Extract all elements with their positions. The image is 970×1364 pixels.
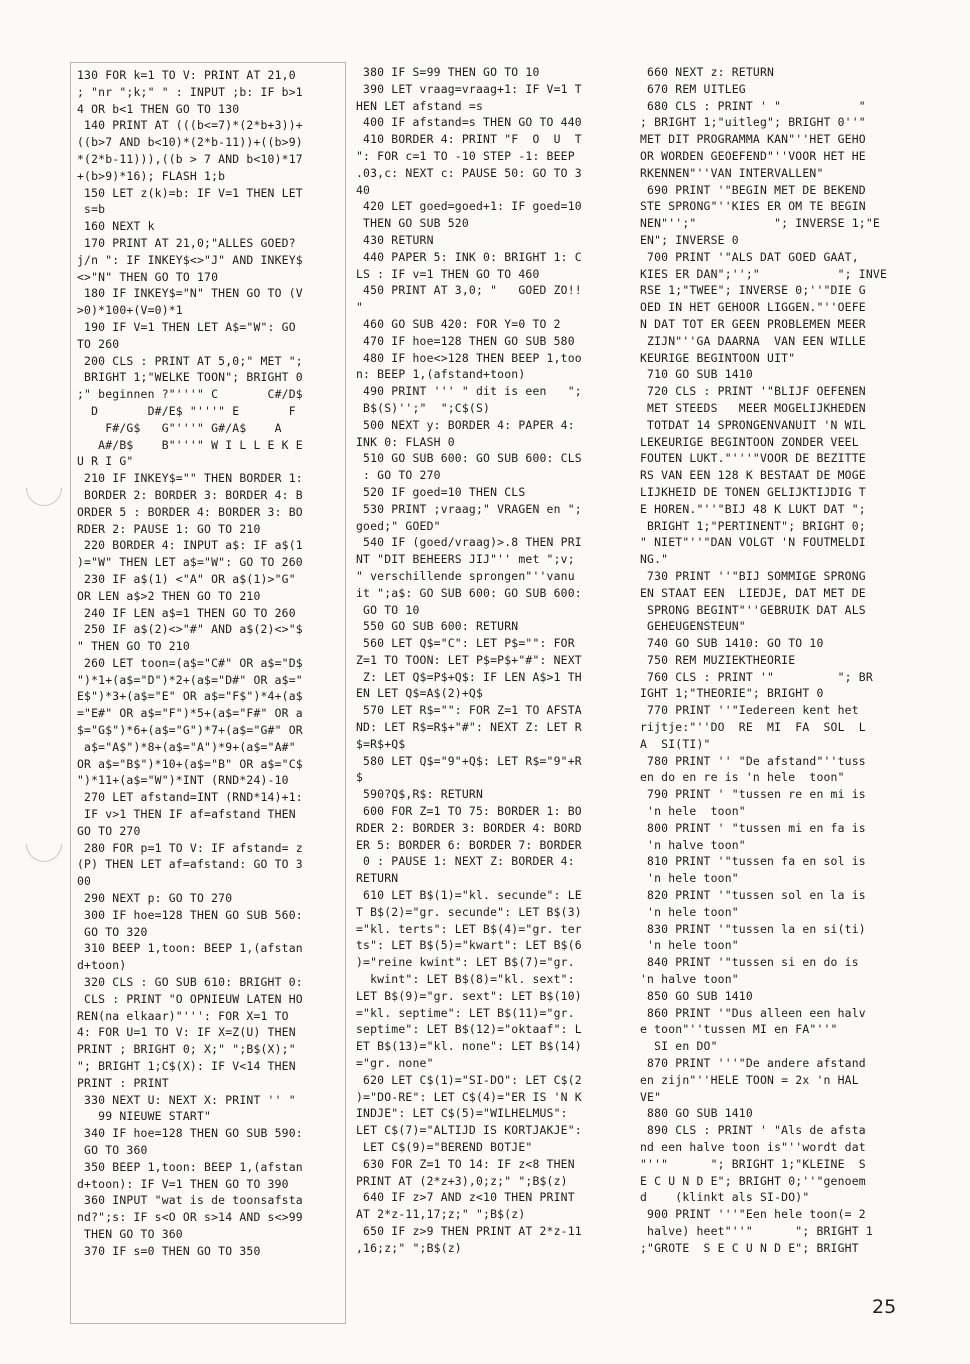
code-line: ET B$(13)="kl. none": LET B$(14) bbox=[356, 1039, 582, 1054]
code-line: 310 BEEP 1,toon: BEEP 1,(afstan bbox=[77, 941, 303, 956]
code-line: rijtje:"''DO RE MI FA SOL L bbox=[640, 720, 866, 735]
code-line: 00 bbox=[77, 874, 92, 889]
code-line: ": FOR c=1 TO -10 STEP -1: BEEP bbox=[356, 148, 575, 163]
code-line: n: BEEP 1,(afstand+toon) bbox=[356, 367, 526, 382]
code-line: SPRONG BEGINT"''GEBRUIK DAT ALS bbox=[640, 602, 866, 617]
code-line: RDER 2: PAUSE 1: GO TO 210 bbox=[77, 521, 261, 536]
code-line: s=b bbox=[77, 202, 106, 217]
code-line: Z: LET Q$=P$+Q$: IF LEN A$>1 TH bbox=[356, 669, 582, 684]
code-line: ; "nr ";k;" " : INPUT ;b: IF b>1 bbox=[77, 84, 303, 99]
code-line: 500 NEXT y: BORDER 4: PAPER 4: bbox=[356, 417, 575, 432]
code-line: 250 IF a$(2)<>"#" AND a$(2)<>"$ bbox=[77, 622, 303, 637]
code-line: 460 GO SUB 420: FOR Y=0 TO 2 bbox=[356, 316, 561, 331]
code-line: en do en re is 'n hele toon" bbox=[640, 770, 845, 785]
code-line: HEN LET afstand =s bbox=[356, 98, 484, 113]
code-line: GEHEUGENSTEUN" bbox=[640, 619, 746, 634]
code-line: 900 PRINT '''"Een hele toon(= 2 bbox=[640, 1207, 866, 1222]
code-line: GO TO 270 bbox=[77, 823, 141, 838]
code-line: B$(S)'';" ";C$(S) bbox=[356, 400, 491, 415]
code-line: 340 IF hoe=128 THEN GO SUB 590: bbox=[77, 1126, 303, 1141]
code-line: <>"N" THEN GO TO 170 bbox=[77, 269, 219, 284]
code-line: $ bbox=[356, 770, 364, 785]
code-line: ((b>7 AND b<10)*(2*b-11))+((b>9) bbox=[77, 135, 303, 150]
code-line: RETURN bbox=[356, 871, 399, 886]
code-line: 99 NIEUWE START" bbox=[77, 1109, 212, 1124]
code-line: N DAT TOT ER GEEN PROBLEMEN MEER bbox=[640, 316, 866, 331]
code-line: d+toon): IF V=1 THEN GO TO 390 bbox=[77, 1176, 289, 1191]
code-line: 690 PRINT '"BEGIN MET DE BEKEND bbox=[640, 182, 866, 197]
code-line: T B$(2)="gr. secunde": LET B$(3) bbox=[356, 904, 582, 919]
code-line: BRIGHT 1;"WELKE TOON"; BRIGHT 0 bbox=[77, 370, 303, 385]
code-line: 430 RETURN bbox=[356, 232, 434, 247]
punch-hole-bottom bbox=[19, 819, 70, 870]
code-line: 680 CLS : PRINT ' " " bbox=[640, 98, 866, 113]
code-line: ="E#" OR a$="F")*5+(a$="F#" OR a bbox=[77, 706, 303, 721]
code-line: 760 CLS : PRINT '" "; BR bbox=[640, 669, 873, 684]
code-line: REN(na elkaar)"''': FOR X=1 TO bbox=[77, 1008, 289, 1023]
code-line: EN STAAT EEN LIEDJE, DAT MET DE bbox=[640, 585, 866, 600]
code-line: " NIET"''"DAN VOLGT 'N FOUTMELDI bbox=[640, 535, 866, 550]
code-line: VE" bbox=[640, 1089, 662, 1104]
code-line: 710 GO SUB 1410 bbox=[640, 367, 753, 382]
code-line: IGHT 1;"THEORIE"; BRIGHT 0 bbox=[640, 686, 824, 701]
code-line: ER 5: BORDER 6: BORDER 7: BORDER bbox=[356, 837, 582, 852]
code-line: 280 FOR p=1 TO V: IF afstand= z bbox=[77, 840, 303, 855]
code-line: 870 PRINT '''"De andere afstand bbox=[640, 1056, 866, 1071]
code-line: )="reine kwint": LET B$(7)="gr. bbox=[356, 955, 575, 970]
code-line: 850 GO SUB 1410 bbox=[640, 988, 753, 1003]
code-line: 240 IF LEN a$=1 THEN GO TO 260 bbox=[77, 605, 296, 620]
code-line: GO TO 360 bbox=[77, 1143, 148, 1157]
code-line: 410 BORDER 4: PRINT "F O U T bbox=[356, 132, 582, 147]
code-line: 650 IF z>9 THEN PRINT AT 2*z-11 bbox=[356, 1223, 582, 1238]
code-line: 'n halve toon" bbox=[640, 837, 746, 852]
code-line: INDJE": LET C$(5)="WILHELMUS": bbox=[356, 1106, 568, 1121]
code-line: U R I G" bbox=[77, 454, 134, 469]
code-line: 'n halve toon" bbox=[640, 972, 739, 987]
code-line: 640 IF z>7 AND z<10 THEN PRINT bbox=[356, 1190, 575, 1205]
code-line: ND: LET R$=R$+"#": NEXT Z: LET R bbox=[356, 720, 582, 735]
code-line: 730 PRINT ''"BIJ SOMMIGE SPRONG bbox=[640, 568, 866, 583]
code-line: "''" "; BRIGHT 1;"KLEINE S bbox=[640, 1156, 866, 1171]
code-line: septime": LET B$(12)="oktaaf": L bbox=[356, 1022, 582, 1037]
code-line: LET C$(7)="ALTIJD IS KORTJAKJE": bbox=[356, 1123, 582, 1138]
code-line: 300 IF hoe=128 THEN GO SUB 560: bbox=[77, 907, 303, 922]
code-line: 530 PRINT ;vraag;" VRAGEN en "; bbox=[356, 501, 582, 516]
code-line: 510 GO SUB 600: GO SUB 600: CLS bbox=[356, 451, 582, 466]
code-line: STE SPRONG"''KIES ER OM TE BEGIN bbox=[640, 199, 866, 214]
listing-column-2 bbox=[356, 64, 620, 1314]
code-line: ORDER 5 : BORDER 4: BORDER 3: BO bbox=[77, 504, 303, 519]
code-line: e toon"''tussen MI en FA"''" bbox=[640, 1022, 838, 1037]
code-line: 590?Q$,R$: RETURN bbox=[356, 787, 484, 802]
code-line: 210 IF INKEY$="" THEN BORDER 1: bbox=[77, 471, 303, 486]
code-line: kwint": LET B$(8)="kl. sext": bbox=[356, 972, 575, 987]
code-line: )="DO-RE": LET C$(4)="ER IS 'N K bbox=[356, 1089, 582, 1104]
code-line: ts": LET B$(5)="kwart": LET B$(6 bbox=[356, 938, 582, 953]
code-line: 270 LET afstand=INT (RND*14)+1: bbox=[77, 790, 303, 805]
code-line: EN"; INVERSE 0 bbox=[640, 232, 739, 247]
code-line: nd een halve toon is"''wordt dat bbox=[640, 1140, 866, 1154]
code-line: 540 IF (goed/vraag)>.8 THEN PRI bbox=[356, 535, 582, 550]
code-line: 'n hele toon" bbox=[640, 804, 746, 819]
code-line: ;" beginnen ?"'''" C C#/D$ bbox=[77, 387, 303, 402]
code-line: RKENNEN"''VAN INTERVALLEN" bbox=[640, 165, 824, 180]
code-line: 450 PRINT AT 3,0; " GOED ZO!! bbox=[356, 283, 582, 298]
code-line: ZIJN"''GA DAARNA VAN EEN WILLE bbox=[640, 333, 866, 348]
code-line: 840 PRINT '"tussen si en do is bbox=[640, 955, 859, 970]
code-line: PRINT : PRINT bbox=[77, 1075, 169, 1090]
code-line: OR a$="B$")*10+(a$="B" OR a$="C$ bbox=[77, 756, 303, 771]
listing-column-3 bbox=[640, 64, 904, 1314]
code-line: $=R$+Q$ bbox=[356, 736, 406, 751]
code-line: 4: FOR U=1 TO V: IF X=Z(U) THEN bbox=[77, 1025, 296, 1040]
code-line: 770 PRINT ''"Iedereen kent het bbox=[640, 703, 859, 718]
code-line: E HOREN."''"BIJ 48 K LUKT DAT "; bbox=[640, 501, 866, 516]
listing-column-1 bbox=[70, 62, 346, 1324]
code-line: nd?";s: IF s<O OR s>14 AND s<>99 bbox=[77, 1210, 303, 1225]
code-line: OR WORDEN GEOEFEND"''VOOR HET HE bbox=[640, 148, 866, 163]
code-line: 350 BEEP 1,toon: BEEP 1,(afstan bbox=[77, 1159, 303, 1174]
code-line: 600 FOR Z=1 TO 75: BORDER 1: BO bbox=[356, 804, 582, 819]
code-line: 200 CLS : PRINT AT 5,0;" MET "; bbox=[77, 353, 303, 368]
code-line: 550 GO SUB 600: RETURN bbox=[356, 619, 519, 634]
code-line: d (klinkt als SI-DO)" bbox=[640, 1190, 810, 1205]
code-line: PRINT ; BRIGHT 0; X;" ";B$(X);" bbox=[77, 1042, 296, 1057]
code-line: 320 CLS : GO SUB 610: BRIGHT 0: bbox=[77, 975, 303, 990]
code-line: LET C$(9)="BEREND BOTJE" bbox=[356, 1140, 533, 1154]
code-line: INK 0: FLASH 0 bbox=[356, 434, 455, 449]
code-line: 'n hele toon" bbox=[640, 938, 739, 953]
code-line: 660 NEXT z: RETURN bbox=[640, 65, 775, 79]
code-line: D D#/E$ "'''" E F bbox=[77, 403, 296, 418]
code-line: 700 PRINT '"ALS DAT GOED GAAT, bbox=[640, 249, 859, 264]
code-line: 490 PRINT ''' " dit is een "; bbox=[356, 384, 582, 399]
code-line: it ";a$: GO SUB 600: GO SUB 600: bbox=[356, 585, 582, 600]
code-line: ;"GROTE S E C U N D E"; BRIGHT bbox=[640, 1240, 859, 1255]
code-line: MET DIT PROGRAMMA KAN"''HET GEHO bbox=[640, 132, 866, 147]
code-line: 370 IF s=0 THEN GO TO 350 bbox=[77, 1243, 261, 1258]
code-line: 290 NEXT p: GO TO 270 bbox=[77, 891, 233, 906]
code-line: 160 NEXT k bbox=[77, 219, 155, 234]
code-line: LIJKHEID DE TONEN GELIJKTIJDIG T bbox=[640, 484, 866, 499]
code-line: 740 GO SUB 1410: GO TO 10 bbox=[640, 636, 824, 651]
code-line: 480 IF hoe<>128 THEN BEEP 1,too bbox=[356, 350, 582, 365]
code-line: 720 CLS : PRINT '"BLIJF OEFENEN bbox=[640, 384, 866, 399]
code-line: NEN"'';" "; INVERSE 1;"E bbox=[640, 216, 880, 231]
code-line: 260 LET toon=(a$="C#" OR a$="D$ bbox=[77, 655, 303, 670]
code-line: THEN GO TO 360 bbox=[77, 1226, 183, 1241]
code-line: (P) THEN LET af=afstand: GO TO 3 bbox=[77, 857, 303, 872]
code-line: A SI(TI)" bbox=[640, 736, 711, 751]
code-line: goed;" GOED" bbox=[356, 518, 441, 533]
code-line: EN LET Q$=A$(2)+Q$ bbox=[356, 686, 484, 701]
code-line: 150 LET z(k)=b: IF V=1 THEN LET bbox=[77, 185, 303, 200]
code-line: : GO TO 270 bbox=[356, 468, 441, 483]
code-line: "; BRIGHT 1;C$(X): IF V<14 THEN bbox=[77, 1059, 296, 1074]
code-line: THEN GO SUB 520 bbox=[356, 216, 469, 231]
code-line: 400 IF afstand=s THEN GO TO 440 bbox=[356, 115, 582, 130]
code-line: 630 FOR Z=1 TO 14: IF z<8 THEN bbox=[356, 1156, 575, 1171]
code-line: BORDER 2: BORDER 3: BORDER 4: B bbox=[77, 487, 303, 502]
code-line: " verschillende sprongen"''vanu bbox=[356, 568, 575, 583]
code-line: PRINT AT (2*z+3),0;z;" ";B$(z) bbox=[356, 1173, 568, 1188]
code-line: 440 PAPER 5: INK 0: BRIGHT 1: C bbox=[356, 249, 582, 264]
code-line: 130 FOR k=1 TO V: PRINT AT 21,0 bbox=[77, 68, 296, 82]
code-line: 330 NEXT U: NEXT X: PRINT '' " bbox=[77, 1092, 296, 1107]
code-line: 190 IF V=1 THEN LET A$="W": GO bbox=[77, 319, 296, 334]
code-line: 230 IF a$(1) <"A" OR a$(1)>"G" bbox=[77, 571, 296, 586]
code-line: SI en DO" bbox=[640, 1039, 718, 1054]
code-line: IF v>1 THEN IF af=afstand THEN bbox=[77, 807, 296, 822]
code-line: +(b>9)*16); FLASH 1;b bbox=[77, 168, 226, 183]
code-line: NG." bbox=[640, 552, 669, 567]
code-line: GO TO 320 bbox=[77, 924, 148, 939]
code-line: " THEN GO TO 210 bbox=[77, 639, 190, 654]
code-line: ; BRIGHT 1;"uitleg"; BRIGHT 0''" bbox=[640, 115, 866, 130]
code-line: )="W" THEN LET a$="W": GO TO 260 bbox=[77, 555, 303, 570]
code-line: OED IN HET GEHOOR LIGGEN."''OEFE bbox=[640, 300, 866, 315]
code-line: 220 BORDER 4: INPUT a$: IF a$(1 bbox=[77, 538, 303, 553]
code-line: AT 2*z-11,17;z;" ";B$(z) bbox=[356, 1207, 526, 1222]
code-line: KEURIGE BEGINTOON UIT" bbox=[640, 350, 796, 365]
code-line: BRIGHT 1;"PERTINENT"; BRIGHT 0; bbox=[640, 518, 866, 533]
code-line: 890 CLS : PRINT ' "Als de afsta bbox=[640, 1123, 866, 1138]
code-line: 880 GO SUB 1410 bbox=[640, 1106, 753, 1121]
code-line: 790 PRINT ' "tussen re en mi is bbox=[640, 787, 866, 802]
code-line: MET STEEDS MEER MOGELIJKHEDEN bbox=[640, 400, 866, 415]
code-line: 380 IF S=99 THEN GO TO 10 bbox=[356, 65, 540, 79]
code-line: 800 PRINT ' "tussen mi en fa is bbox=[640, 820, 866, 835]
code-line: ")*1+(a$="D")*2+(a$="D#" OR a$=" bbox=[77, 672, 303, 687]
code-line: NT "DIT BEHEERS JIJ"'' met ";v; bbox=[356, 552, 575, 567]
code-line: >0)*100+(V=0)*1 bbox=[77, 303, 183, 318]
code-line: d+toon) bbox=[77, 958, 127, 973]
code-line: CLS : PRINT "O OPNIEUW LATEN HO bbox=[77, 991, 303, 1006]
code-line: 860 PRINT '"Dus alleen een halv bbox=[640, 1005, 866, 1020]
code-line: F#/G$ G"'''" G#/A$ A bbox=[77, 420, 282, 435]
code-line: 40 bbox=[356, 182, 371, 197]
code-line: ,16;z;" ";B$(z) bbox=[356, 1240, 462, 1255]
code-line: KIES ER DAN";'';" "; INVE bbox=[640, 266, 888, 281]
code-line: RDER 2: BORDER 3: BORDER 4: BORD bbox=[356, 820, 582, 835]
page-number: 25 bbox=[872, 1296, 897, 1318]
code-line: TOTDAT 14 SPRONGENVANUIT 'N WIL bbox=[640, 417, 866, 432]
code-line: RS VAN EEN 128 K BESTAAT DE MOGE bbox=[640, 468, 866, 483]
code-line: en zijn"''HELE TOON = 2x 'n HAL bbox=[640, 1072, 859, 1087]
code-line: 170 PRINT AT 21,0;"ALLES GOED? bbox=[77, 235, 296, 250]
code-line: 'n hele toon" bbox=[640, 904, 739, 919]
code-line: 830 PRINT '"tussen la en si(ti) bbox=[640, 921, 866, 936]
code-line: 750 REM MUZIEKTHEORIE bbox=[640, 652, 796, 667]
code-line: 780 PRINT '' "De afstand"''tuss bbox=[640, 753, 866, 768]
code-line: GO TO 10 bbox=[356, 602, 420, 617]
code-line: E$")*3+(a$="E" OR a$="F$")*4+(a$ bbox=[77, 689, 303, 704]
code-line: ="kl. terts": LET B$(4)="gr. ter bbox=[356, 921, 582, 936]
code-line: 'n hele toon" bbox=[640, 871, 739, 886]
code-line: 580 LET Q$="9"+Q$: LET R$="9"+R bbox=[356, 753, 582, 768]
code-line: 180 IF INKEY$="N" THEN GO TO (V bbox=[77, 286, 303, 301]
code-line: 420 LET goed=goed+1: IF goed=10 bbox=[356, 199, 582, 214]
code-line: 0 : PAUSE 1: NEXT Z: BORDER 4: bbox=[356, 854, 575, 869]
code-line: 570 LET R$="": FOR Z=1 TO AFSTA bbox=[356, 703, 582, 718]
code-line: 620 LET C$(1)="SI-DO": LET C$(2 bbox=[356, 1072, 582, 1087]
code-line: 560 LET Q$="C": LET P$="": FOR bbox=[356, 636, 575, 651]
code-line: 520 IF goed=10 THEN CLS bbox=[356, 484, 526, 499]
code-line: *(2*b-11))),((b > 7 AND b<10)*17 bbox=[77, 151, 303, 166]
code-line: a$="A$")*8+(a$="A")*9+(a$="A#" bbox=[77, 739, 296, 754]
code-line: 470 IF hoe=128 THEN GO SUB 580 bbox=[356, 333, 575, 348]
code-line: FOUTEN LUKT."'''"VOOR DE BEZITTE bbox=[640, 451, 866, 466]
code-line: 610 LET B$(1)="kl. secunde": LE bbox=[356, 888, 582, 903]
code-line: halve) heet"''" "; BRIGHT 1 bbox=[640, 1223, 873, 1238]
punch-hole-top bbox=[19, 463, 70, 514]
code-line: E C U N D E"; BRIGHT 0;''"genoem bbox=[640, 1173, 866, 1188]
code-line: LEKEURIGE BEGINTOON ZONDER VEEL bbox=[640, 434, 859, 449]
code-line: 4 OR b<1 THEN GO TO 130 bbox=[77, 101, 240, 116]
code-line: 810 PRINT '"tussen fa en sol is bbox=[640, 854, 866, 869]
code-line: ")*11+(a$="W")*INT (RND*24)-10 bbox=[77, 773, 289, 788]
code-line: 360 INPUT "wat is de toonsafsta bbox=[77, 1193, 303, 1208]
code-line: LET B$(9)="gr. sext": LET B$(10) bbox=[356, 988, 582, 1003]
code-line: 140 PRINT AT (((b<=7)*(2*b+3))+ bbox=[77, 118, 303, 133]
code-line: 820 PRINT '"tussen sol en la is bbox=[640, 888, 866, 903]
code-line: 390 LET vraag=vraag+1: IF V=1 T bbox=[356, 81, 582, 96]
code-line: RSE 1;"TWEE"; INVERSE 0;''"DIE G bbox=[640, 283, 866, 298]
code-line: ="kl. septime": LET B$(11)="gr. bbox=[356, 1005, 575, 1020]
code-line: .03,c: NEXT c: PAUSE 50: GO TO 3 bbox=[356, 165, 582, 180]
code-line: " bbox=[356, 300, 364, 315]
code-line: Z=1 TO TOON: LET P$=P$+"#": NEXT bbox=[356, 652, 582, 667]
code-line: 670 REM UITLEG bbox=[640, 81, 746, 96]
code-line: TO 260 bbox=[77, 336, 120, 351]
code-line: A#/B$ B"'''" W I L L E K E bbox=[77, 437, 303, 452]
code-line: OR LEN a$>2 THEN GO TO 210 bbox=[77, 588, 261, 603]
code-line: $="G$")*6+(a$="G")*7+(a$="G#" OR bbox=[77, 723, 303, 738]
code-line: j/n ": IF INKEY$<>"J" AND INKEY$ bbox=[77, 252, 303, 267]
code-line: ="gr. none" bbox=[356, 1056, 434, 1071]
code-line: LS : IF v=1 THEN GO TO 460 bbox=[356, 266, 540, 281]
